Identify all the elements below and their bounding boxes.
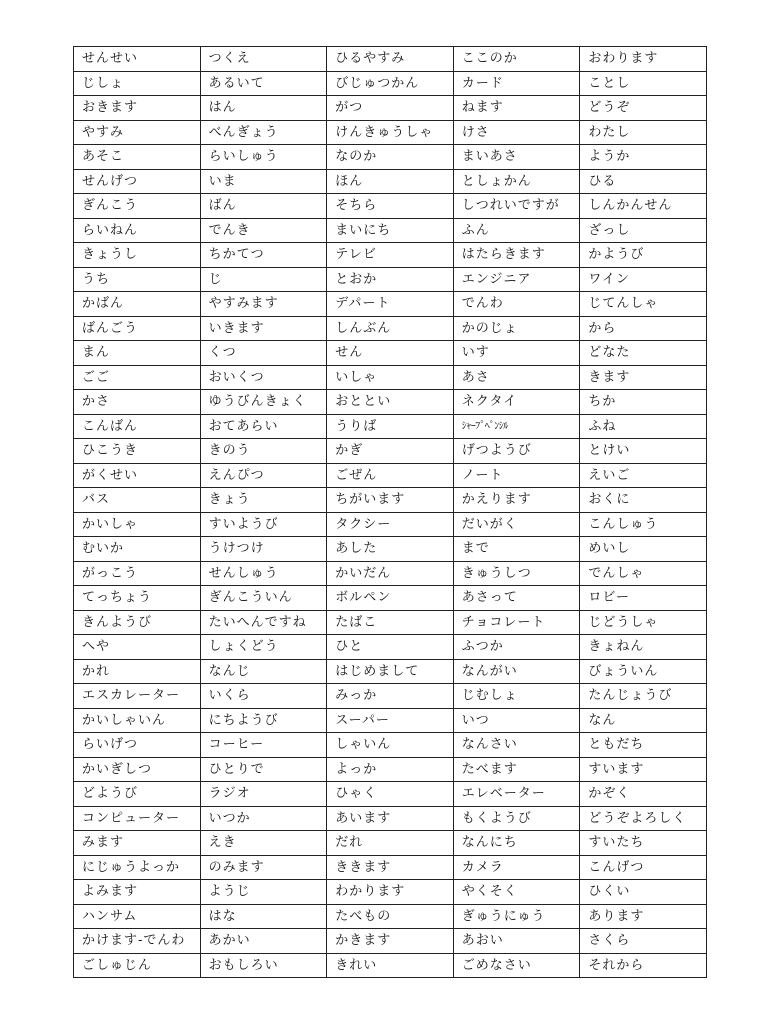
table-cell: こんしゅう: [580, 512, 707, 537]
table-row: [74, 929, 707, 954]
table-cell: みます: [74, 831, 201, 856]
table-cell: とおか: [327, 267, 454, 292]
table-cell: げつようび: [453, 439, 580, 464]
table-row: [74, 71, 707, 96]
table-cell: ざっし: [580, 218, 707, 243]
table-cell: カード: [453, 71, 580, 96]
table-cell: きょう: [200, 488, 327, 513]
table-cell: わかります: [327, 880, 454, 905]
table-cell: かれ: [74, 659, 201, 684]
table-cell: ｼｬｰﾌﾟﾍﾟﾝｼﾙ: [453, 414, 580, 439]
table-cell: いくら: [200, 684, 327, 709]
table-cell: あさって: [453, 586, 580, 611]
table-cell: さくら: [580, 929, 707, 954]
table-cell: しゃいん: [327, 733, 454, 758]
vocabulary-table-body: [74, 47, 707, 978]
table-cell: ふね: [580, 414, 707, 439]
table-cell: あさ: [453, 365, 580, 390]
table-cell: くつ: [200, 341, 327, 366]
table-cell: らいねん: [74, 218, 201, 243]
table-cell: やすみ: [74, 120, 201, 145]
table-row: [74, 635, 707, 660]
table-cell: ごめなさい: [453, 953, 580, 978]
table-row: [74, 880, 707, 905]
table-row: [74, 733, 707, 758]
table-cell: たいへんですね: [200, 610, 327, 635]
table-cell: へや: [74, 635, 201, 660]
table-cell: ハンサム: [74, 904, 201, 929]
table-cell: から: [580, 316, 707, 341]
table-cell: せんしゅう: [200, 561, 327, 586]
table-cell: だいがく: [453, 512, 580, 537]
table-cell: かいしゃ: [74, 512, 201, 537]
table-cell: きのう: [200, 439, 327, 464]
table-cell: べんぎょう: [200, 120, 327, 145]
table-cell: あそこ: [74, 145, 201, 170]
table-cell: らいしゅう: [200, 145, 327, 170]
table-cell: むいか: [74, 537, 201, 562]
table-row: [74, 463, 707, 488]
table-cell: のみます: [200, 855, 327, 880]
table-row: [74, 610, 707, 635]
table-row: [74, 537, 707, 562]
table-cell: かえります: [453, 488, 580, 513]
table-cell: うち: [74, 267, 201, 292]
table-cell: がくせい: [74, 463, 201, 488]
table-cell: ワイン: [580, 267, 707, 292]
table-cell: まいあさ: [453, 145, 580, 170]
table-cell: うりば: [327, 414, 454, 439]
table-cell: いま: [200, 169, 327, 194]
table-cell: ごしゅじん: [74, 953, 201, 978]
table-row: [74, 782, 707, 807]
table-row: [74, 561, 707, 586]
table-cell: ちかてつ: [200, 243, 327, 268]
table-cell: けんきゅうしゃ: [327, 120, 454, 145]
table-cell: ことし: [580, 71, 707, 96]
table-cell: ここのか: [453, 47, 580, 72]
table-cell: ごご: [74, 365, 201, 390]
table-cell: ききます: [327, 855, 454, 880]
table-cell: おくに: [580, 488, 707, 513]
table-cell: たべます: [453, 757, 580, 782]
table-cell: ちがいます: [327, 488, 454, 513]
table-cell: ばんごう: [74, 316, 201, 341]
table-cell: まん: [74, 341, 201, 366]
table-cell: こんげつ: [580, 855, 707, 880]
table-cell: めいし: [580, 537, 707, 562]
table-row: [74, 267, 707, 292]
table-cell: かさ: [74, 390, 201, 415]
table-cell: ひと: [327, 635, 454, 660]
table-cell: かぎ: [327, 439, 454, 464]
table-cell: あるいて: [200, 71, 327, 96]
table-cell: がつ: [327, 96, 454, 121]
table-cell: ひる: [580, 169, 707, 194]
table-cell: タクシー: [327, 512, 454, 537]
table-cell: なんじ: [200, 659, 327, 684]
table-cell: カメラ: [453, 855, 580, 880]
table-cell: エレベーター: [453, 782, 580, 807]
table-cell: きゅうしつ: [453, 561, 580, 586]
table-cell: ごぜん: [327, 463, 454, 488]
table-cell: あした: [327, 537, 454, 562]
table-cell: なんがい: [453, 659, 580, 684]
table-cell: エンジニア: [453, 267, 580, 292]
table-cell: しんかんせん: [580, 194, 707, 219]
table-cell: なん: [580, 708, 707, 733]
table-cell: テレビ: [327, 243, 454, 268]
table-cell: どうぞ: [580, 96, 707, 121]
table-cell: ひゃく: [327, 782, 454, 807]
table-cell: おととい: [327, 390, 454, 415]
table-cell: すいたち: [580, 831, 707, 856]
table-cell: もくようび: [453, 806, 580, 831]
table-cell: でんき: [200, 218, 327, 243]
table-cell: ようか: [580, 145, 707, 170]
table-cell: あります: [580, 904, 707, 929]
table-cell: きょうし: [74, 243, 201, 268]
table-cell: うけつけ: [200, 537, 327, 562]
table-row: [74, 243, 707, 268]
table-cell: かのじょ: [453, 316, 580, 341]
table-cell: えいご: [580, 463, 707, 488]
table-cell: らいげつ: [74, 733, 201, 758]
table-row: [74, 365, 707, 390]
table-row: [74, 512, 707, 537]
table-cell: かけます-でんわ: [74, 929, 201, 954]
table-cell: でんしゃ: [580, 561, 707, 586]
table-row: [74, 96, 707, 121]
table-cell: しつれいですが: [453, 194, 580, 219]
table-cell: よみます: [74, 880, 201, 905]
table-cell: じどうしゃ: [580, 610, 707, 635]
table-cell: ロビー: [580, 586, 707, 611]
table-cell: どなた: [580, 341, 707, 366]
table-row: [74, 953, 707, 978]
table-row: [74, 757, 707, 782]
table-cell: しょくどう: [200, 635, 327, 660]
table-cell: おもしろい: [200, 953, 327, 978]
table-cell: よっか: [327, 757, 454, 782]
table-cell: コンピューター: [74, 806, 201, 831]
table-row: [74, 341, 707, 366]
table-cell: はじめまして: [327, 659, 454, 684]
table-cell: ボルペン: [327, 586, 454, 611]
table-cell: つくえ: [200, 47, 327, 72]
table-cell: せんせい: [74, 47, 201, 72]
table-cell: はん: [200, 96, 327, 121]
table-cell: かばん: [74, 292, 201, 317]
table-row: [74, 120, 707, 145]
table-cell: すいようび: [200, 512, 327, 537]
table-cell: いしゃ: [327, 365, 454, 390]
table-cell: びょういん: [580, 659, 707, 684]
table-row: [74, 659, 707, 684]
vocabulary-table: [73, 46, 707, 978]
table-cell: あおい: [453, 929, 580, 954]
table-cell: びじゅつかん: [327, 71, 454, 96]
table-cell: かいぎしつ: [74, 757, 201, 782]
table-cell: かきます: [327, 929, 454, 954]
table-cell: たばこ: [327, 610, 454, 635]
table-cell: にじゅうよっか: [74, 855, 201, 880]
table-cell: まで: [453, 537, 580, 562]
table-cell: なんにち: [453, 831, 580, 856]
table-cell: ひとりで: [200, 757, 327, 782]
table-cell: かいしゃいん: [74, 708, 201, 733]
table-cell: ひこうき: [74, 439, 201, 464]
table-cell: こんばん: [74, 414, 201, 439]
table-cell: おきます: [74, 96, 201, 121]
table-cell: としょかん: [453, 169, 580, 194]
table-row: [74, 831, 707, 856]
table-row: [74, 904, 707, 929]
table-cell: じしょ: [74, 71, 201, 96]
table-cell: わたし: [580, 120, 707, 145]
table-cell: いつか: [200, 806, 327, 831]
table-cell: がっこう: [74, 561, 201, 586]
table-cell: そちら: [327, 194, 454, 219]
table-cell: エスカレーター: [74, 684, 201, 709]
table-cell: せんげつ: [74, 169, 201, 194]
table-cell: ねます: [453, 96, 580, 121]
table-cell: ようじ: [200, 880, 327, 905]
table-cell: おわります: [580, 47, 707, 72]
table-cell: でんわ: [453, 292, 580, 317]
table-row: [74, 390, 707, 415]
table-cell: ラジオ: [200, 782, 327, 807]
table-cell: たべもの: [327, 904, 454, 929]
table-cell: まいにち: [327, 218, 454, 243]
table-row: [74, 169, 707, 194]
table-cell: いきます: [200, 316, 327, 341]
table-row: [74, 414, 707, 439]
table-row: [74, 855, 707, 880]
table-cell: デパート: [327, 292, 454, 317]
table-cell: しんぶん: [327, 316, 454, 341]
table-cell: ばん: [200, 194, 327, 219]
table-cell: かぞく: [580, 782, 707, 807]
table-row: [74, 316, 707, 341]
table-cell: けさ: [453, 120, 580, 145]
table-row: [74, 488, 707, 513]
table-row: [74, 218, 707, 243]
table-cell: すいます: [580, 757, 707, 782]
table-cell: かようび: [580, 243, 707, 268]
table-row: [74, 806, 707, 831]
table-cell: スーパー: [327, 708, 454, 733]
table-cell: じむしょ: [453, 684, 580, 709]
table-cell: ひくい: [580, 880, 707, 905]
table-cell: ゆうびんきょく: [200, 390, 327, 415]
table-cell: やすみます: [200, 292, 327, 317]
table-cell: きょねん: [580, 635, 707, 660]
table-cell: きます: [580, 365, 707, 390]
table-cell: てっちょう: [74, 586, 201, 611]
table-row: [74, 194, 707, 219]
table-row: [74, 47, 707, 72]
table-cell: せん: [327, 341, 454, 366]
table-cell: たんじょうび: [580, 684, 707, 709]
table-cell: いつ: [453, 708, 580, 733]
table-cell: チョコレート: [453, 610, 580, 635]
table-cell: じてんしゃ: [580, 292, 707, 317]
table-cell: はな: [200, 904, 327, 929]
table-cell: じ: [200, 267, 327, 292]
table-cell: きんようび: [74, 610, 201, 635]
table-cell: やくそく: [453, 880, 580, 905]
table-cell: いす: [453, 341, 580, 366]
table-cell: どうぞよろしく: [580, 806, 707, 831]
table-cell: ともだち: [580, 733, 707, 758]
table-cell: ちか: [580, 390, 707, 415]
table-cell: ネクタイ: [453, 390, 580, 415]
table-cell: おてあらい: [200, 414, 327, 439]
table-cell: ぎゅうにゅう: [453, 904, 580, 929]
table-cell: ぎんこう: [74, 194, 201, 219]
table-cell: かいだん: [327, 561, 454, 586]
table-cell: にちようび: [200, 708, 327, 733]
table-row: [74, 292, 707, 317]
table-row: [74, 684, 707, 709]
table-cell: なのか: [327, 145, 454, 170]
table-cell: コーヒー: [200, 733, 327, 758]
table-cell: えんぴつ: [200, 463, 327, 488]
table-cell: なんさい: [453, 733, 580, 758]
table-cell: はたらきます: [453, 243, 580, 268]
table-cell: だれ: [327, 831, 454, 856]
table-cell: えき: [200, 831, 327, 856]
table-cell: あかい: [200, 929, 327, 954]
table-cell: ノート: [453, 463, 580, 488]
table-cell: ふん: [453, 218, 580, 243]
table-row: [74, 708, 707, 733]
table-row: [74, 586, 707, 611]
table-cell: みっか: [327, 684, 454, 709]
table-cell: ふつか: [453, 635, 580, 660]
table-row: [74, 145, 707, 170]
table-cell: ぎんこういん: [200, 586, 327, 611]
table-cell: バス: [74, 488, 201, 513]
table-cell: とけい: [580, 439, 707, 464]
table-cell: あいます: [327, 806, 454, 831]
table-cell: おいくつ: [200, 365, 327, 390]
table-cell: ほん: [327, 169, 454, 194]
table-cell: どようび: [74, 782, 201, 807]
table-row: [74, 439, 707, 464]
table-cell: ひるやすみ: [327, 47, 454, 72]
table-cell: きれい: [327, 953, 454, 978]
table-cell: それから: [580, 953, 707, 978]
